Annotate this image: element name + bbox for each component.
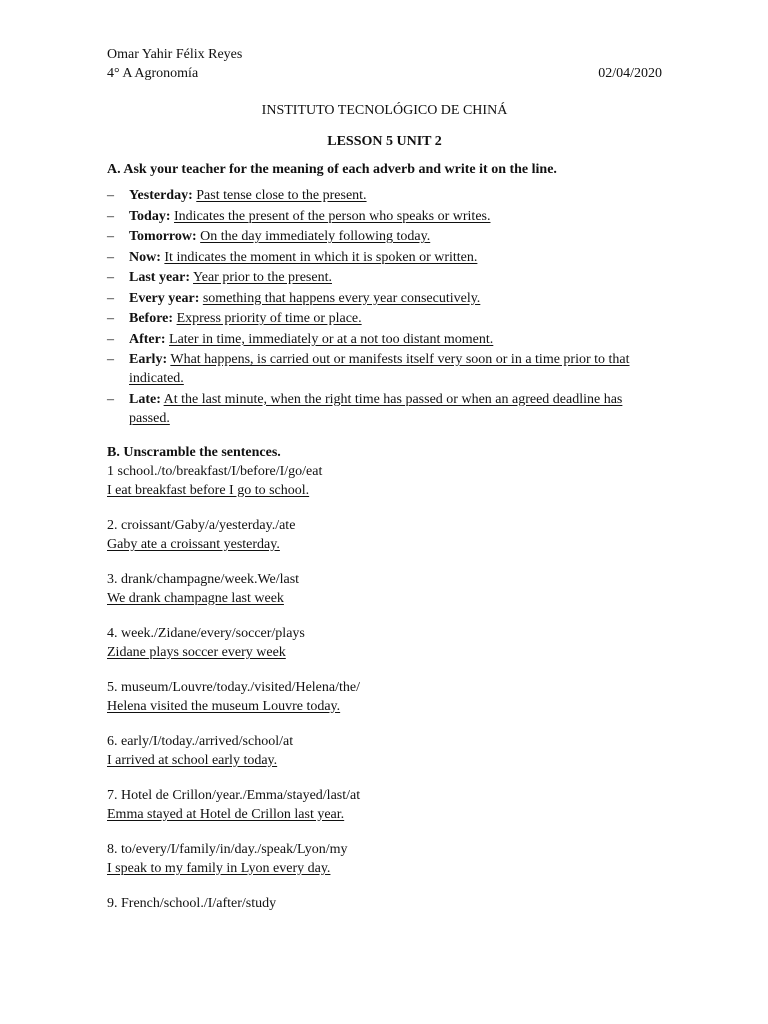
- answer-sentence: Emma stayed at Hotel de Crillon last year.: [107, 806, 345, 822]
- section-b-instruction: B. Unscramble the sentences.: [107, 444, 281, 460]
- adverb-term: Last year:: [129, 270, 191, 285]
- scrambled-prompt: 5. museum/Louvre/today./visited/Helena/the/: [107, 679, 360, 695]
- adverb-definition: Year prior to the present.: [193, 270, 332, 285]
- bullet-dash: –: [107, 188, 114, 203]
- institution-name: INSTITUTO TECNOLÓGICO DE CHINÁ: [261, 103, 508, 118]
- answer-sentence: I eat breakfast before I go to school.: [107, 482, 310, 498]
- adverb-entry: [129, 268, 662, 287]
- adverb-item: [107, 248, 662, 267]
- document-date: 02/04/2020: [598, 66, 662, 81]
- exercise-item: [107, 732, 662, 770]
- exercise-item: [107, 462, 662, 500]
- scrambled-prompt: 3. drank/champagne/week.We/last: [107, 571, 300, 587]
- adverb-definition: Indicates the present of the person who speaks or writes.: [174, 208, 491, 224]
- exercise-item: [107, 786, 662, 824]
- scrambled-prompt: 2. croissant/Gaby/a/yesterday./ate: [107, 517, 296, 533]
- adverb-entry: [129, 248, 662, 267]
- adverb-list: [107, 186, 662, 428]
- adverb-term: After:: [129, 331, 166, 347]
- bullet-dash: –: [107, 331, 114, 347]
- adverb-definition: It indicates the moment in which it is spoken or written.: [164, 249, 478, 265]
- adverb-item: [107, 390, 662, 428]
- adverb-item: [107, 330, 662, 349]
- adverb-item: [107, 309, 662, 328]
- bullet-dash: –: [107, 290, 114, 306]
- answer-sentence: I arrived at school early today.: [107, 752, 278, 768]
- student-group: 4° A Agronomía: [107, 66, 199, 81]
- adverb-definition: Past tense close to the present.: [196, 188, 367, 203]
- answer-sentence: Helena visited the museum Louvre today.: [107, 698, 341, 714]
- exercise-list: [107, 462, 662, 913]
- adverb-term: Tomorrow:: [129, 229, 197, 244]
- scrambled-prompt: 6. early/I/today./arrived/school/at: [107, 733, 294, 749]
- adverb-item: [107, 289, 662, 308]
- answer-sentence: Gaby ate a croissant yesterday.: [107, 536, 280, 552]
- adverb-entry: [129, 227, 662, 246]
- adverb-entry: [129, 330, 662, 349]
- lesson-title: LESSON 5 UNIT 2: [327, 134, 442, 149]
- adverb-item: [107, 186, 662, 205]
- bullet-dash: –: [107, 208, 114, 224]
- adverb-item: [107, 268, 662, 287]
- adverb-definition: Express priority of time or place.: [176, 311, 362, 326]
- exercise-item: [107, 894, 662, 913]
- scrambled-prompt: 8. to/every/I/family/in/day./speak/Lyon/my: [107, 841, 348, 857]
- exercise-item: [107, 840, 662, 878]
- header-row: [107, 64, 662, 83]
- adverb-item: [107, 350, 662, 388]
- adverb-term: Now:: [129, 249, 161, 265]
- bullet-dash: –: [107, 352, 114, 367]
- adverb-item: [107, 227, 662, 246]
- scrambled-prompt: 4. week./Zidane/every/soccer/plays: [107, 625, 305, 641]
- adverb-definition: On the day immediately following today.: [200, 229, 431, 244]
- adverb-definition: something that happens every year consecutively.: [202, 290, 481, 306]
- adverb-definition: Later in time, immediately or at a not too distant moment.: [169, 331, 494, 347]
- scrambled-prompt: 1 school./to/breakfast/I/before/I/go/eat: [107, 463, 323, 479]
- bullet-dash: –: [107, 249, 114, 265]
- document-page: [107, 45, 662, 929]
- adverb-entry: [129, 207, 662, 226]
- scrambled-prompt: 7. Hotel de Crillon/year./Emma/stayed/last/at: [107, 787, 361, 803]
- scrambled-prompt: 9. French/school./I/after/study: [107, 895, 277, 911]
- bullet-dash: –: [107, 391, 114, 407]
- adverb-term: Late:: [129, 391, 161, 407]
- answer-sentence: Zidane plays soccer every week: [107, 644, 286, 660]
- adverb-term: Early:: [129, 352, 168, 367]
- exercise-item: [107, 624, 662, 662]
- adverb-item: [107, 207, 662, 226]
- adverb-definition: At the last minute, when the right time has passed or when an agreed deadline has passed.: [129, 391, 623, 426]
- answer-sentence: We drank champagne last week: [107, 590, 284, 606]
- exercise-item: [107, 678, 662, 716]
- bullet-dash: –: [107, 229, 114, 244]
- answer-sentence: I speak to my family in Lyon every day.: [107, 860, 331, 876]
- adverb-term: Before:: [129, 311, 174, 326]
- adverb-entry: [129, 309, 662, 328]
- adverb-entry: [129, 289, 662, 308]
- student-name: Omar Yahir Félix Reyes: [107, 47, 243, 62]
- adverb-term: Today:: [129, 208, 171, 224]
- adverb-entry: [129, 186, 662, 205]
- adverb-definition: What happens, is carried out or manifests itself very soon or in a time prior to that indicated.: [129, 352, 630, 386]
- section-a-instruction: A. Ask your teacher for the meaning of each adverb and write it on the line.: [107, 162, 557, 177]
- exercise-item: [107, 570, 662, 608]
- adverb-entry: [129, 390, 662, 428]
- adverb-entry: [129, 350, 662, 388]
- bullet-dash: –: [107, 311, 114, 326]
- bullet-dash: –: [107, 270, 114, 285]
- exercise-item: [107, 516, 662, 554]
- adverb-term: Yesterday:: [129, 188, 193, 203]
- adverb-term: Every year:: [129, 290, 200, 306]
